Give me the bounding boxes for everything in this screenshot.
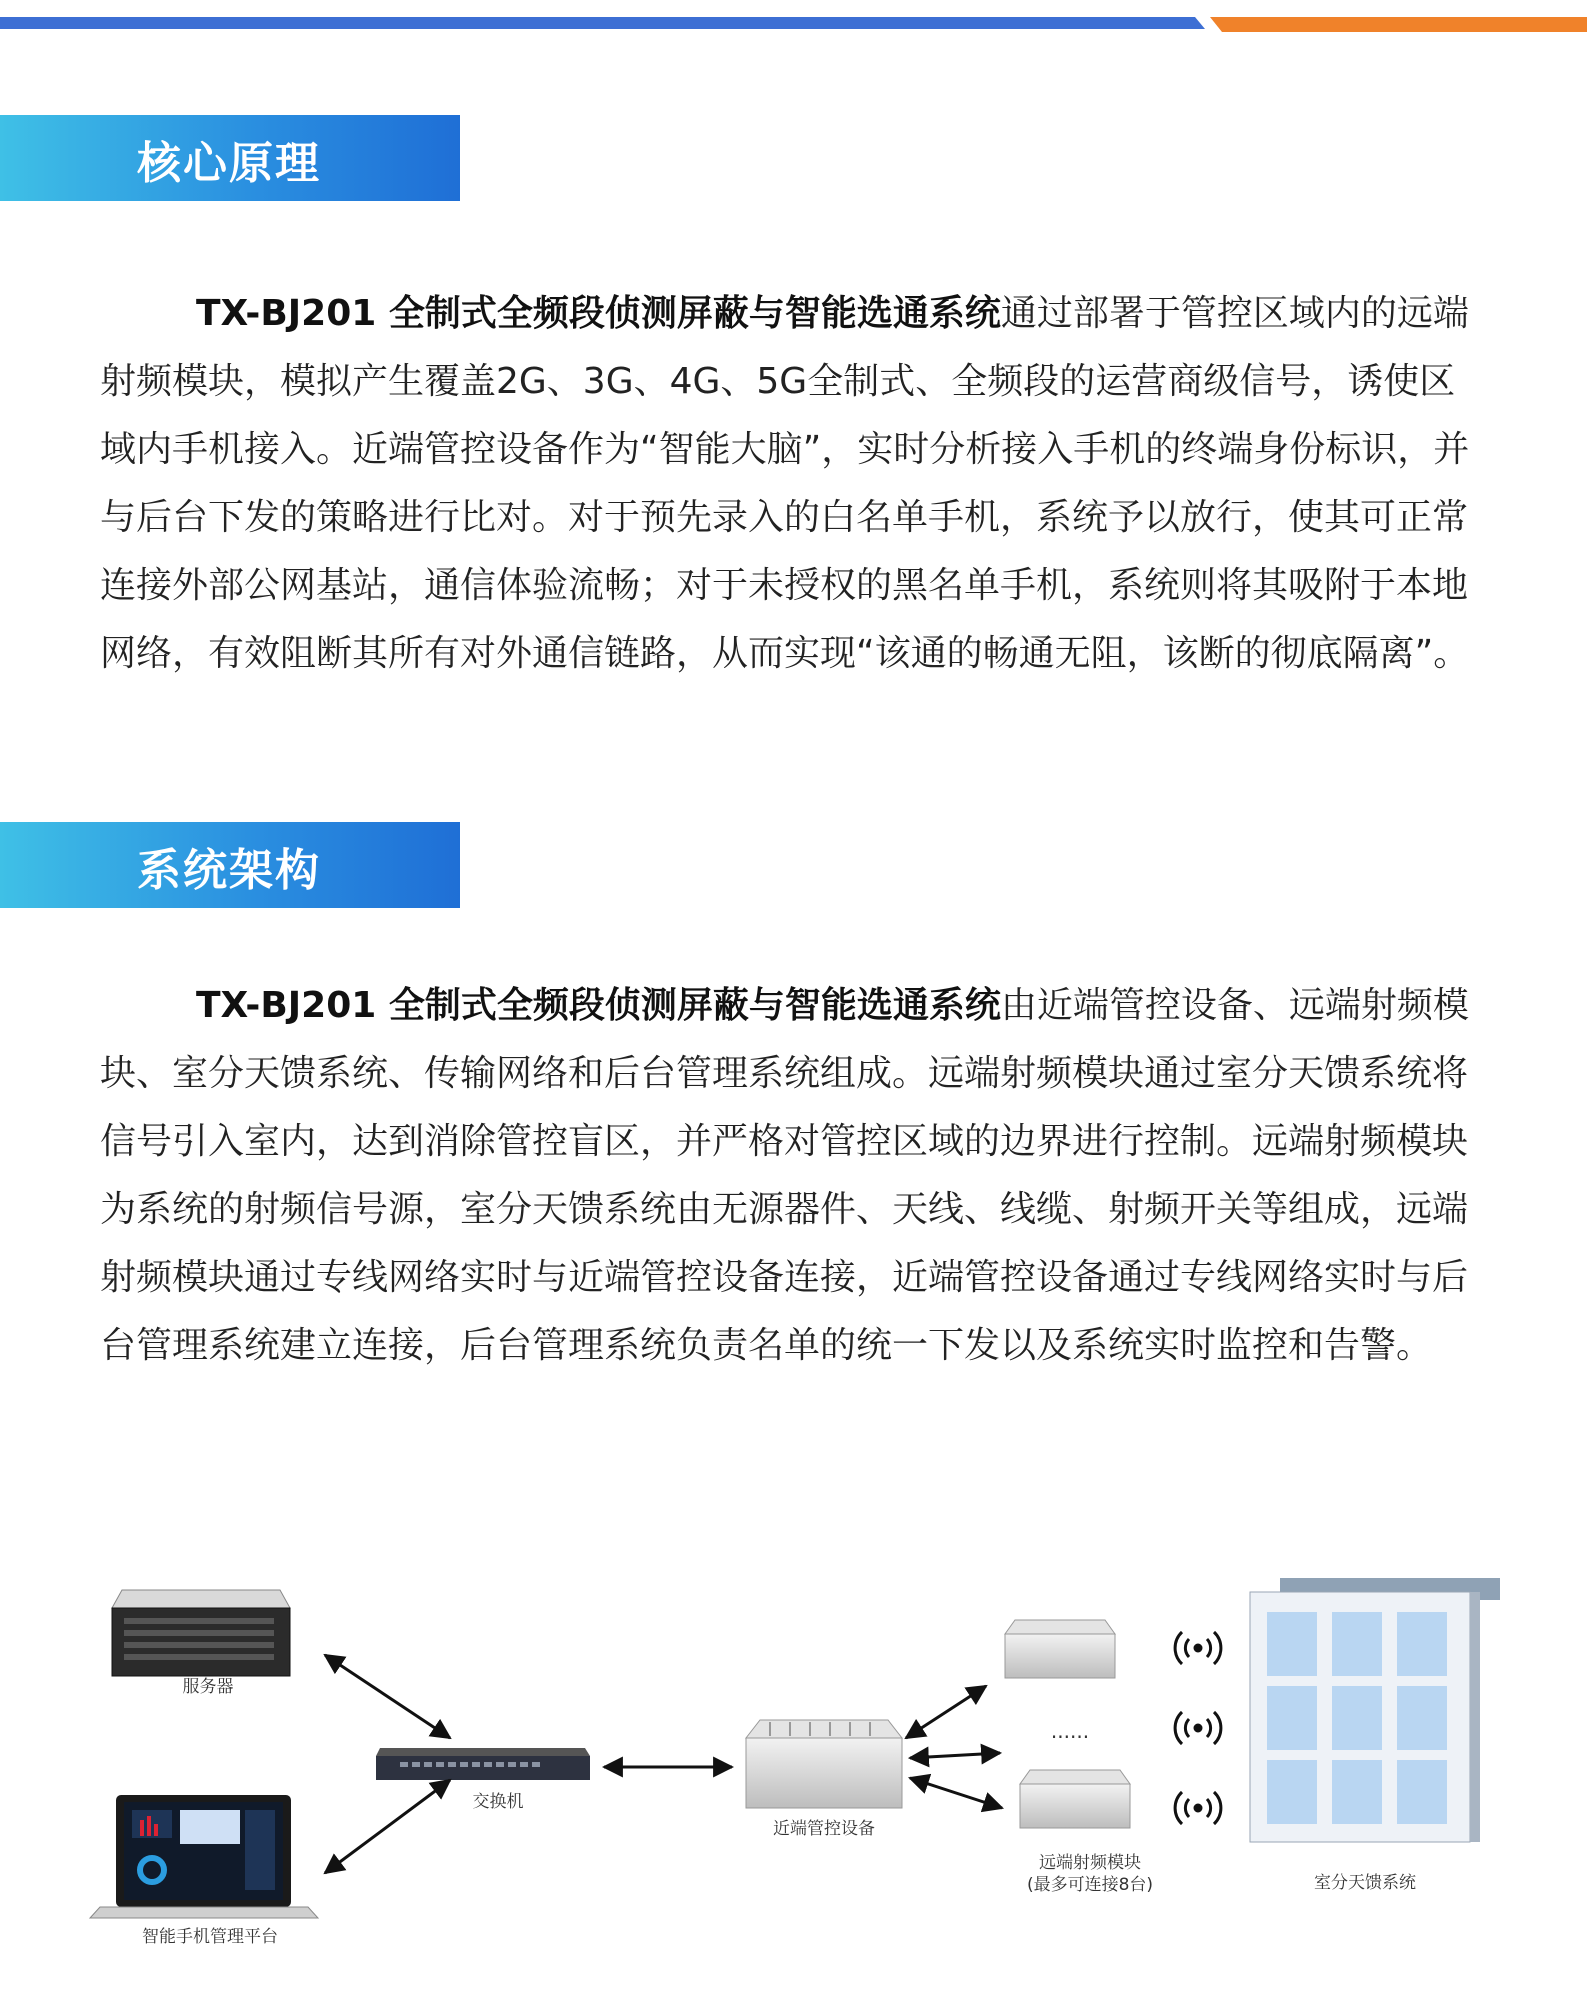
architecture-product-name: TX-BJ201 全制式全频段侦测屏蔽与智能选通系统	[196, 985, 1001, 1026]
architecture-diagram	[80, 1570, 1520, 1970]
platform-label: 智能手机管理平台	[142, 1927, 278, 1947]
section-title-architecture: 系统架构	[137, 845, 321, 896]
remote-ellipsis: ......	[1050, 1719, 1090, 1743]
near-end-label: 近端管控设备	[773, 1819, 875, 1839]
signal-icon	[1175, 1792, 1221, 1824]
switch-label: 交换机	[472, 1792, 524, 1812]
signal-icon	[1175, 1712, 1221, 1744]
section-header-principle	[0, 115, 460, 201]
building-label: 室分天馈系统	[1314, 1873, 1416, 1893]
architecture-paragraph	[100, 972, 1480, 1380]
near-end-device-icon	[746, 1720, 902, 1808]
principle-body: 通过部署于管控区域内的远端射频模块，模拟产生覆盖2G、3G、4G、5G全制式、全频段的运营商级信号，诱使区域内手机接入。近端管控设备作为“智能大脑”，实时分析接入手机的终端身份标识，并与后台下发的策略进行比对。对于预先录入的白名单手机，系统予以放行，使其可正常连接外部公网基站，通信体验流畅；对于未授权的黑名单手机，系统则将其吸附于本地网络，有效阻断其所有对外通信链路，从而实现“该通的畅通无阻，该断的彻底隔离”。	[100, 293, 1470, 674]
building-icon	[1250, 1578, 1500, 1842]
principle-paragraph	[100, 280, 1480, 688]
remote-module-icon	[1005, 1620, 1115, 1678]
section-title-principle: 核心原理	[137, 138, 321, 189]
architecture-body: 由近端管控设备、远端射频模块、室分天馈系统、传输网络和后台管理系统组成。远端射频模块通过室分天馈系统将信号引入室内，达到消除管控盲区，并严格对管控区域的边界进行控制。远端射频模块为系统的射频信号源，室分天馈系统由无源器件、天线、线缆、射频开关等组成，远端射频模块通过专线网络实时与近端管控设备连接，近端管控设备通过专线网络实时与后台管理系统建立连接，后台管理系统负责名单的统一下发以及系统实时监控和告警。	[100, 985, 1469, 1366]
remote-label: 远端射频模块	[1039, 1853, 1141, 1873]
remote-note: (最多可连接8台)	[1026, 1875, 1154, 1895]
server-label: 服务器	[182, 1677, 234, 1697]
principle-product-name: TX-BJ201 全制式全频段侦测屏蔽与智能选通系统	[196, 293, 1001, 334]
remote-module-icon	[1020, 1770, 1130, 1828]
laptop-icon	[90, 1795, 318, 1918]
switch-icon	[376, 1748, 590, 1780]
server-icon	[112, 1590, 290, 1676]
section-header-architecture	[0, 822, 460, 908]
signal-icon	[1175, 1632, 1221, 1664]
top-decorative-bar	[0, 0, 1587, 40]
